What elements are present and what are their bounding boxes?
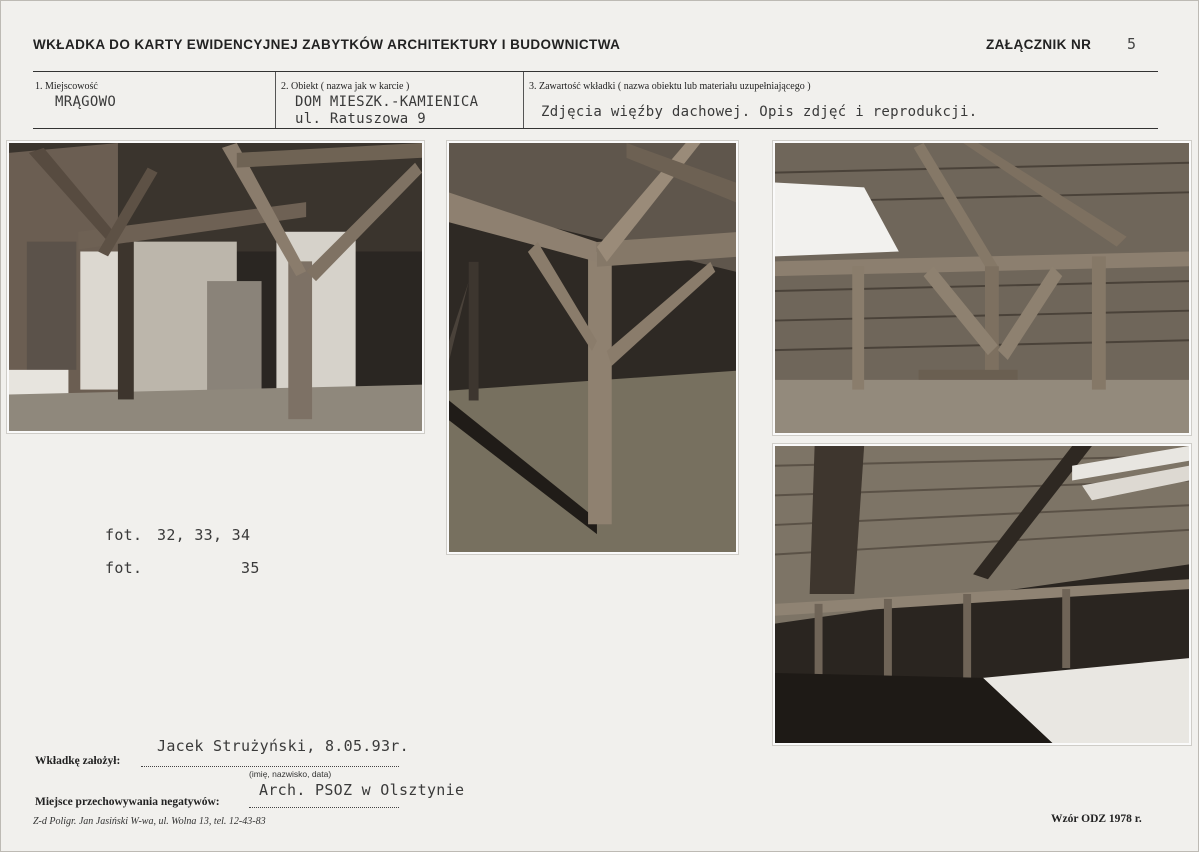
annex-number: 5 <box>1127 35 1137 53</box>
photo-caption-1-prefix: fot. <box>105 526 143 544</box>
object-value-line2: ul. Ratuszowa 9 <box>295 111 426 127</box>
contents-label: 3. Zawartość wkładki ( nazwa obiektu lub materiału uzupełniającego ) <box>529 81 811 92</box>
created-by-sublabel: (imię, nazwisko, data) <box>249 769 332 779</box>
contents-value: Zdjęcia więźby dachowej. Opis zdjęć i reprodukcji. <box>541 104 978 120</box>
locality-value: MRĄGOWO <box>55 94 117 110</box>
photo-attic-left <box>7 141 424 433</box>
photo-caption-2-prefix: fot. <box>105 559 143 577</box>
created-by-value: Jacek Strużyński, 8.05.93r. <box>157 737 409 755</box>
created-by-label: Wkładkę założył: <box>35 755 121 767</box>
field-divider-1 <box>275 72 276 128</box>
field-divider-2 <box>523 72 524 128</box>
photo-caption-2-numbers: 35 <box>241 559 260 577</box>
printer-info: Z-d Poligr. Jan Jasiński W-wa, ul. Wolna 13, tel. 12-43-83 <box>33 816 266 827</box>
card-title: WKŁADKA DO KARTY EWIDENCYJNEJ ZABYTKÓW ARCHITEKTURY I BUDOWNICTWA <box>33 37 621 52</box>
photo-caption-1-numbers: 32, 33, 34 <box>157 526 251 544</box>
photo-attic-right-bottom <box>773 444 1191 745</box>
negatives-label: Miejsce przechowywania negatywów: <box>35 796 220 808</box>
negatives-dotted-line <box>249 807 399 808</box>
created-by-dotted-line <box>141 766 399 767</box>
annex-label: ZAŁĄCZNIK NR <box>986 37 1092 52</box>
form-model: Wzór ODZ 1978 r. <box>1051 813 1142 825</box>
object-value-line1: DOM MIESZK.-KAMIENICA <box>295 94 479 110</box>
locality-label: 1. Miejscowość <box>35 81 98 92</box>
photo-attic-center <box>447 141 738 554</box>
object-label: 2. Obiekt ( nazwa jak w karcie ) <box>281 81 410 92</box>
header-bottom-rule <box>33 128 1158 129</box>
header-top-rule <box>33 71 1158 72</box>
negatives-value: Arch. PSOZ w Olsztynie <box>259 781 465 799</box>
photo-attic-right-top <box>773 141 1191 435</box>
